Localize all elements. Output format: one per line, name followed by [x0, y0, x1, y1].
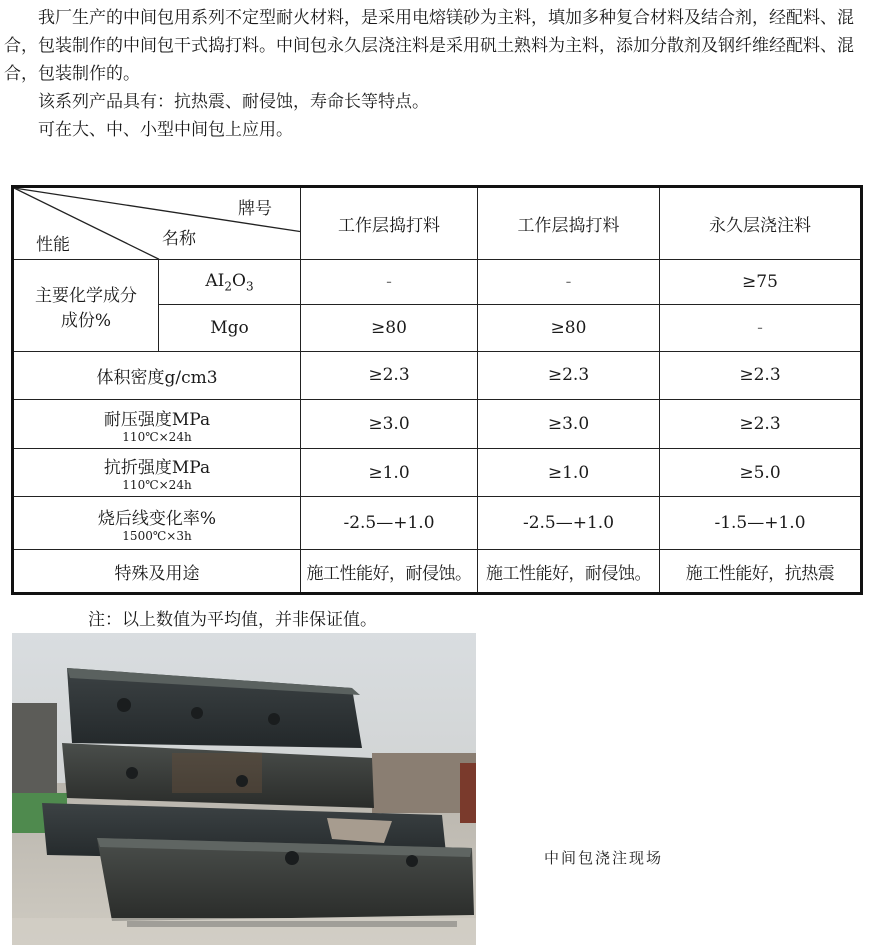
table-row-flexural [13, 449, 862, 497]
flexural-value-2: ≥1.0 [478, 449, 660, 497]
flexural-label-cell [13, 449, 301, 497]
compressive-label-cell [13, 399, 301, 449]
intro-paragraph-3: 可在大、中、小型中间包上应用。 [38, 120, 293, 140]
header-col-2: 工作层捣打料 [478, 187, 660, 260]
al2o3-value-3: ≥75 [660, 260, 862, 305]
linear-value-1: -2.5—+1.0 [301, 497, 478, 550]
photo-caption: 中间包浇注现场 [544, 849, 664, 867]
compressive-value-3: ≥2.3 [660, 399, 862, 449]
linear-label: 烧后线变化率% [97, 508, 217, 529]
table-row-compressive [13, 399, 862, 449]
compressive-label: 耐压强度MPa [103, 409, 211, 430]
table-header-row [13, 187, 862, 260]
mgo-value-1: ≥80 [301, 305, 478, 352]
mgo-value-2: ≥80 [478, 305, 660, 352]
linear-condition: 1500℃×3h [122, 528, 192, 543]
corner-property-label: 性能 [36, 235, 70, 255]
al2o3-value-2: - [478, 260, 660, 305]
usage-value-2: 施工性能好，耐侵蚀。 [478, 550, 660, 594]
chem-label-cell [13, 260, 159, 352]
corner-brand-label: 牌号 [238, 199, 272, 219]
mgo-value-3: - [660, 305, 862, 352]
chem-label-line2: 成份% [60, 310, 112, 331]
linear-value-2: -2.5—+1.0 [478, 497, 660, 550]
corner-name-label: 名称 [162, 229, 196, 249]
density-value-2: ≥2.3 [478, 351, 660, 399]
mgo-label: Mgo [159, 305, 301, 352]
density-label: 体积密度g/cm3 [13, 351, 301, 399]
usage-value-3: 施工性能好，抗热震 [660, 550, 862, 594]
compressive-condition: 110℃×24h [122, 429, 192, 444]
flexural-label: 抗折强度MPa [103, 458, 211, 479]
al2o3-value-1: - [301, 260, 478, 305]
intro-paragraph-2: 该系列产品具有：抗热震、耐侵蚀，寿命长等特点。 [38, 92, 429, 112]
table-row-linear-change [13, 497, 862, 550]
flexural-value-3: ≥5.0 [660, 449, 862, 497]
density-value-1: ≥2.3 [301, 351, 478, 399]
header-col-3: 永久层浇注料 [660, 187, 862, 260]
compressive-value-1: ≥3.0 [301, 399, 478, 449]
density-value-3: ≥2.3 [660, 351, 862, 399]
compressive-value-2: ≥3.0 [478, 399, 660, 449]
intro-text [4, 4, 866, 144]
table-row-al2o3 [13, 260, 862, 305]
spec-table [11, 185, 863, 595]
linear-value-3: -1.5—+1.0 [660, 497, 862, 550]
corner-diagonal-cell [13, 187, 301, 260]
usage-label: 特殊及用途 [13, 550, 301, 594]
flexural-condition: 110℃×24h [122, 478, 192, 493]
header-col-1: 工作层捣打料 [301, 187, 478, 260]
intro-paragraph-1: 我厂生产的中间包用系列不定型耐火材料，是采用电熔镁砂为主料，填加多种复合材料及结合剂，经配料、混合，包装制作的中间包干式捣打料。中间包永久层浇注料是采用矾土熟料为主料，添加分散剂及钢纤维经配料、混合，包装制作的。 [4, 8, 854, 84]
chem-label-line1: 主要化学成分 [35, 285, 137, 306]
linear-label-cell [13, 497, 301, 550]
usage-value-1: 施工性能好，耐侵蚀。 [301, 550, 478, 594]
al2o3-label: $AI_2O_3$ [159, 260, 301, 305]
flexural-value-1: ≥1.0 [301, 449, 478, 497]
tundish-site-photo [12, 633, 476, 945]
table-row-usage [13, 550, 862, 594]
table-note: 注：以上数值为平均值，并非保证值。 [88, 610, 377, 630]
table-row-density [13, 351, 862, 399]
